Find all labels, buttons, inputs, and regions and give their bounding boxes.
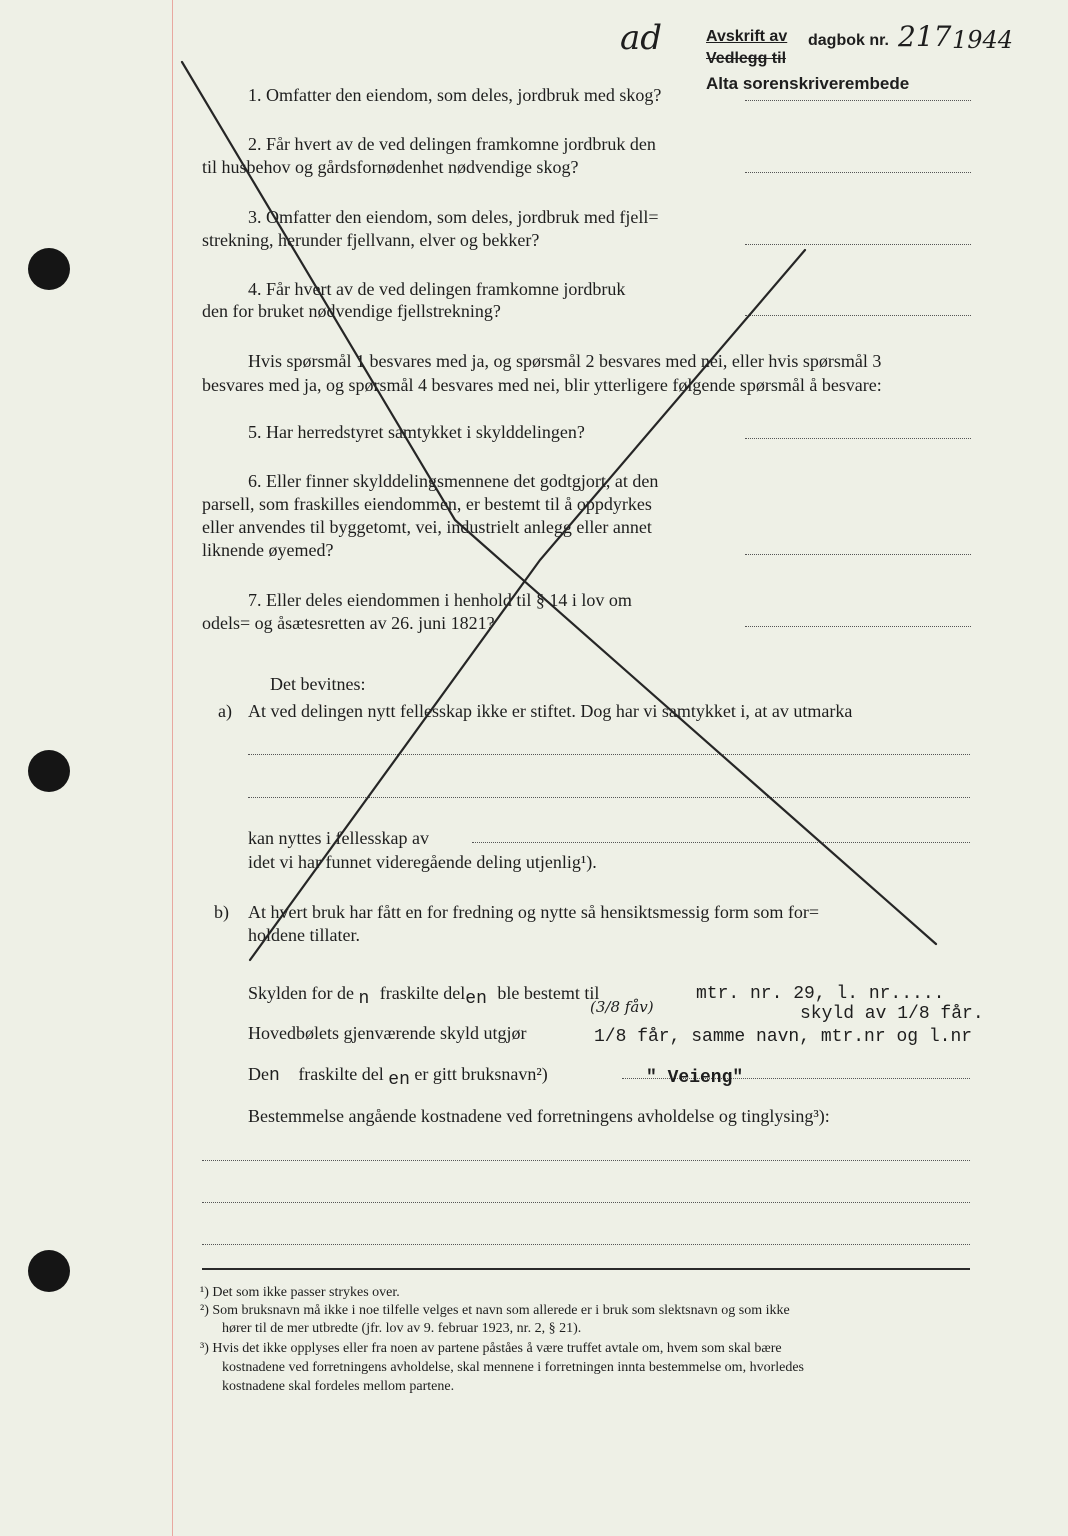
office-name: Alta sorenskriverembede <box>706 74 910 93</box>
skyld-label-post: ble bestemt til <box>497 983 600 1003</box>
item-a-text: At ved delingen nytt fellesskap ikke er stiftet. Dog har vi samtykket i, at av utmarka <box>248 701 853 721</box>
question-6d: liknende øyemed? <box>202 540 334 560</box>
typed-mtr-nr: mtr. nr. 29, l. nr..... <box>696 984 945 1004</box>
idet-line: idet vi har funnet videregående deling utjenlig¹). <box>248 852 597 872</box>
skyld-insert-n: n <box>358 989 370 1009</box>
footnote-3a: ³) Hvis det ikke opplyses eller fra noen av partene påståes å være truffet avtale om, hvem som skal bære <box>200 1341 782 1356</box>
question-2b: til husbehov og gårdsfornødenhet nødvendige skog? <box>202 157 579 177</box>
question-4b: den for bruket nødvendige fjellstrekning? <box>202 301 501 321</box>
item-a-label: a) <box>218 701 232 721</box>
condition-line-2: besvares med ja, og spørsmål 4 besvares med nei, blir ytterligere følgende spørsmål å besvare: <box>202 375 882 395</box>
footnote-1: ¹) Det som ikke passer strykes over. <box>200 1285 400 1300</box>
nyttes-line: kan nyttes i fellesskap av <box>248 828 429 848</box>
dagbok-label: dagbok nr. <box>808 32 889 49</box>
skyld-insert-en: en <box>465 989 487 1009</box>
bruksnavn-insert-n: n <box>269 1066 280 1086</box>
skyld-label-mid: fraskilte del <box>379 983 466 1003</box>
question-7b: odels= og åsætesretten av 26. juni 1821? <box>202 613 495 633</box>
footnote-2a: ²) Som bruksnavn må ikke i noe tilfelle velges et navn som allerede er i bruk som slektsnavn og som ikke <box>200 1303 790 1318</box>
question-7a: 7. Eller deles eiendommen i henhold til § 14 i lov om <box>248 590 632 610</box>
question-6c: eller anvendes til byggetomt, vei, industrielt anlegg eller annet <box>202 517 652 537</box>
footnote-3b: kostnadene ved forretningens avholdelse, skal mennene i forretningen innta bestemmelse om, hvorledes <box>222 1360 804 1375</box>
question-5: 5. Har herredstyret samtykket i skylddelingen? <box>248 422 585 442</box>
typed-hovedbolet: 1/8 får, samme navn, mtr.nr og l.nr <box>594 1027 973 1047</box>
footnote-2b: hører til de mer utbredte (jfr. lov av 9. februar 1923, nr. 2, § 21). <box>222 1321 582 1336</box>
vedlegg-label: Vedlegg til <box>706 50 787 67</box>
typed-bruksnavn: " Veieng" <box>646 1068 744 1088</box>
handwritten-note: (3/8 fåv) <box>590 998 654 1016</box>
hovedbolet-label: Hovedbølets gjenværende skyld utgjør <box>248 1023 527 1043</box>
skyld-label-pre: Skylden for de <box>248 983 354 1003</box>
question-3a: 3. Omfatter den eiendom, som deles, jordbruk med fjell= <box>248 207 659 227</box>
item-b-text-1: At hvert bruk har fått en for fredning og nytte så hensiktsmessig form som for= <box>248 902 820 922</box>
question-6b: parsell, som fraskilles eiendommen, er bestemt til å oppdyrkes <box>202 494 652 514</box>
bruksnavn-label-mid: fraskilte del <box>298 1064 384 1084</box>
question-1: 1. Omfatter den eiendom, som deles, jordbruk med skog? <box>248 85 662 105</box>
item-b-label: b) <box>214 902 229 922</box>
condition-line-1: Hvis spørsmål 1 besvares med ja, og spørsmål 2 besvares med nei, eller hvis spørsmål 3 <box>248 351 882 371</box>
hand-mark: ad <box>620 18 663 58</box>
bruksnavn-label-post: er gitt bruksnavn²) <box>414 1064 548 1084</box>
year: 1944 <box>952 26 1014 54</box>
question-2a: 2. Får hvert av de ved delingen framkomne jordbruk den <box>248 134 656 154</box>
item-b-text-2: holdene tillater. <box>248 925 360 945</box>
question-6a: 6. Eller finner skylddelingsmennene det godtgjort, at den <box>248 471 659 491</box>
bestemmelse-text: Bestemmelse angående kostnadene ved forretningens avholdelse og tinglysing³): <box>248 1106 830 1126</box>
bruksnavn-label-de: De <box>248 1064 269 1084</box>
question-3b: strekning, herunder fjellvann, elver og bekker? <box>202 230 540 250</box>
footnote-3c: kostnadene skal fordeles mellom partene. <box>222 1379 455 1394</box>
question-4a-text: 4. Får hvert av de ved delingen framkomne jordbruk <box>248 279 626 299</box>
bevitnes-heading: Det bevitnes: <box>270 674 366 694</box>
typed-skyld: skyld av 1/8 får. <box>800 1004 984 1024</box>
cross-out-stroke-1 <box>182 62 936 944</box>
cross-out-stroke-2 <box>250 250 805 960</box>
bruksnavn-insert-en: en <box>388 1070 410 1090</box>
avskrift-label: Avskrift av <box>706 28 788 45</box>
dagbok-number: 217 <box>898 20 952 53</box>
